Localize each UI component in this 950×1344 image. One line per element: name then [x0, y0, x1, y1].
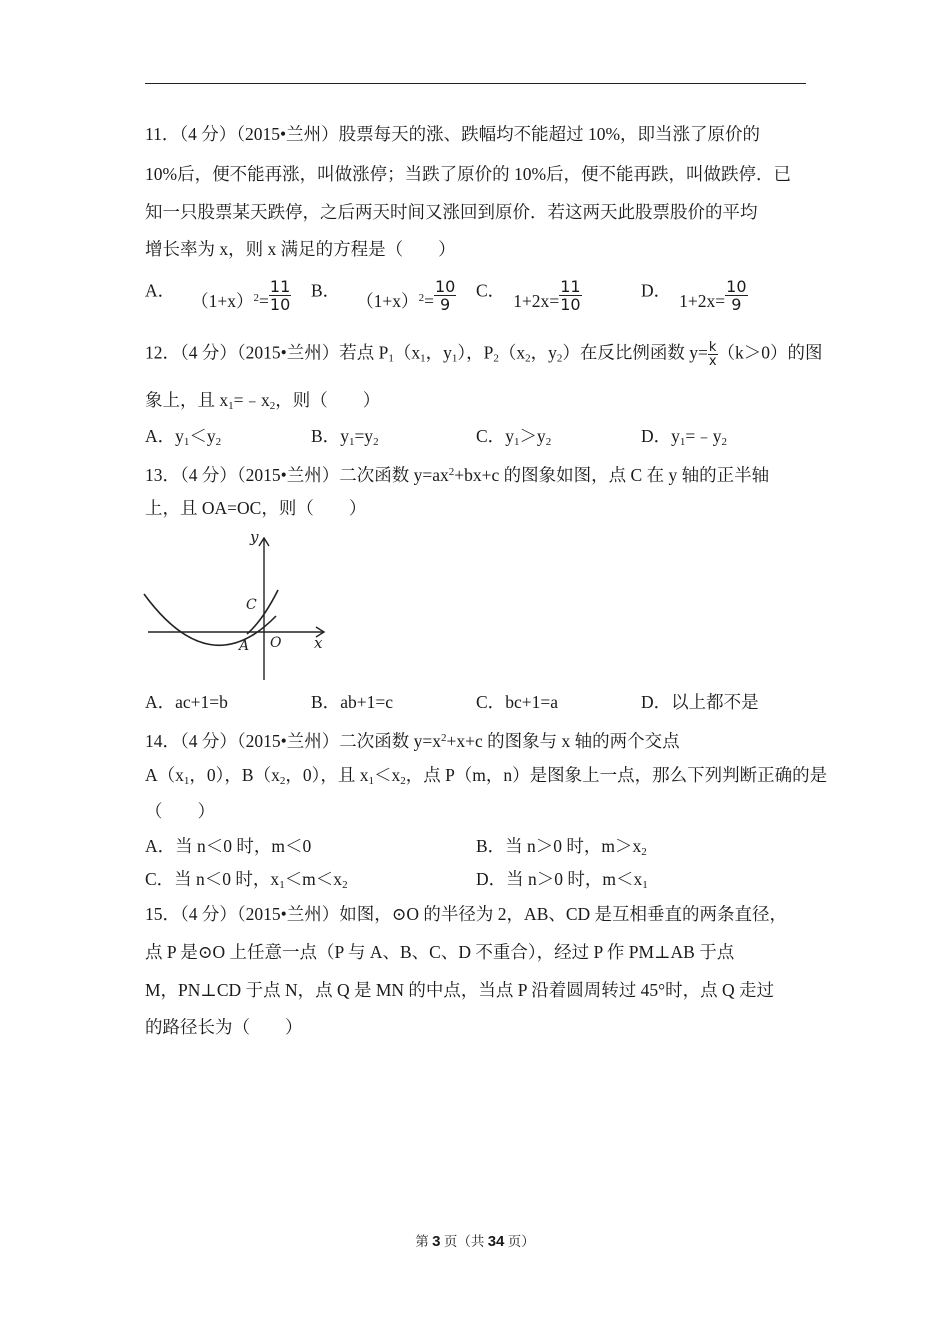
q14-line-1: 14．（4 分）（2015•兰州）二次函数 $y=x^2+x+c$ 的图象与 x 轴的两个交点 — [145, 731, 680, 751]
origin-label: O — [270, 635, 282, 651]
q11-option-a-fraction: $\frac{11}{10}$ — [269, 277, 291, 314]
q15-line-3: M，PN⊥CD 于点 N，点 Q 是 MN 的中点，当点 P 沿着圆周转过 45°时，点 Q 走过 — [145, 980, 775, 1000]
q11-line-1: 11．（4 分）（2015•兰州）股票每天的涨、跌幅均不能超过 10%，即当涨了原价的 — [145, 124, 761, 144]
y-axis-label: y — [250, 528, 259, 546]
q12-option-b[interactable]: B．$y_1=y_2$ — [311, 426, 379, 448]
q12-line-1: 12．（4 分）（2015•兰州）若点 $P_1(x_1$，$y_1$），$P_2(x_2$，$y_2$）在反比例函数 y= $\frac{k}{x}$ （k＞0）的图 — [145, 340, 823, 369]
q12-line-2: 象上，且 $x_1=﹣x_2$，则（ ） — [145, 390, 381, 412]
q12-option-c[interactable]: C．$y_1>y_2$ — [476, 426, 552, 448]
q11-line-4: 增长率为 x，则 x 满足的方程是（ ） — [145, 239, 456, 259]
q11-option-b-fraction: $\frac{10}{9}$ — [434, 277, 456, 314]
q11-option-b[interactable]: B． $(1+x)^2=$ $\frac{10}{9}$ — [311, 277, 456, 314]
q13-option-b[interactable]: B．ab+1=c — [311, 692, 393, 712]
q11-option-d-fraction: $\frac{10}{9}$ — [726, 277, 747, 314]
q11-option-c[interactable]: C． 1+2x= $\frac{11}{10}$ — [476, 277, 581, 314]
q13-option-a[interactable]: A．ac+1=b — [145, 692, 228, 712]
q11-option-d[interactable]: D． 1+2x= $\frac{10}{9}$ — [641, 277, 747, 314]
q11-option-c-fraction: $\frac{11}{10}$ — [560, 277, 581, 314]
q13-option-d[interactable]: D．以上都不是 — [641, 692, 759, 712]
q13-line-1: 13．（4 分）（2015•兰州）二次函数 $y=ax^2+bx+c$ 的图象如图，点 C 在 y 轴的正半轴 — [145, 465, 770, 485]
total-pages: 34 — [487, 1233, 505, 1250]
q13-line-2: 上，且 OA=OC，则（ ） — [145, 498, 367, 518]
q14-option-c[interactable]: C．当 n＜0 时，$x_1<m<x_2$ — [145, 869, 348, 891]
x-axis-label: x — [314, 634, 323, 652]
parabola-graph — [138, 524, 338, 684]
point-c-label: C — [246, 597, 257, 613]
q15-line-2: 点 P 是⊙O 上任意一点（P 与 A、B、C、D 不重合），经过 P 作 PM⊥AB 于点 — [145, 942, 735, 962]
q11-line-3: 知一只股票某天跌停，之后两天时间又涨回到原价．若这两天此股票股价的平均 — [145, 202, 758, 222]
q14-option-b[interactable]: B．当 n＞0 时，$m>x_2$ — [476, 836, 647, 858]
q12-option-d[interactable]: D．$y_1=﹣y_2$ — [641, 426, 728, 448]
q14-option-a[interactable]: A．当 n＜0 时，m＜0 — [145, 836, 312, 856]
page-footer: 第 3 页（共 34 页） — [415, 1233, 535, 1250]
q14-line-3: （ ） — [145, 801, 215, 821]
q12-option-a[interactable]: A．$y_1<y_2$ — [145, 426, 222, 448]
q12-fraction-k-over-x: $\frac{k}{x}$ — [708, 340, 717, 369]
q11-line-2: 10%后，便不能再涨，叫做涨停；当跌了原价的 10%后，便不能再跌，叫做跌停．已 — [145, 164, 792, 184]
q14-line-2: $A(x_1$，0），$B(x_2$，0），且 $x_1<x_2$，点 P（m，n）是图象上一点，那么下列判断正确的是 — [145, 765, 828, 787]
q15-line-4: 的路径长为（ ） — [145, 1017, 303, 1037]
page-number: 3 — [432, 1233, 441, 1250]
q11-option-a[interactable]: A． $(1+x)^2=$ $\frac{11}{10}$ — [145, 277, 291, 314]
point-a-label: A — [239, 638, 250, 654]
q15-line-1: 15．（4 分）（2015•兰州）如图，⊙O 的半径为 2，AB、CD 是互相垂直的两条直径， — [145, 904, 788, 924]
q13-option-c[interactable]: C．bc+1=a — [476, 692, 558, 712]
header-rule — [145, 83, 806, 84]
q14-option-d[interactable]: D．当 n＞0 时，$m<x_1$ — [476, 869, 648, 891]
